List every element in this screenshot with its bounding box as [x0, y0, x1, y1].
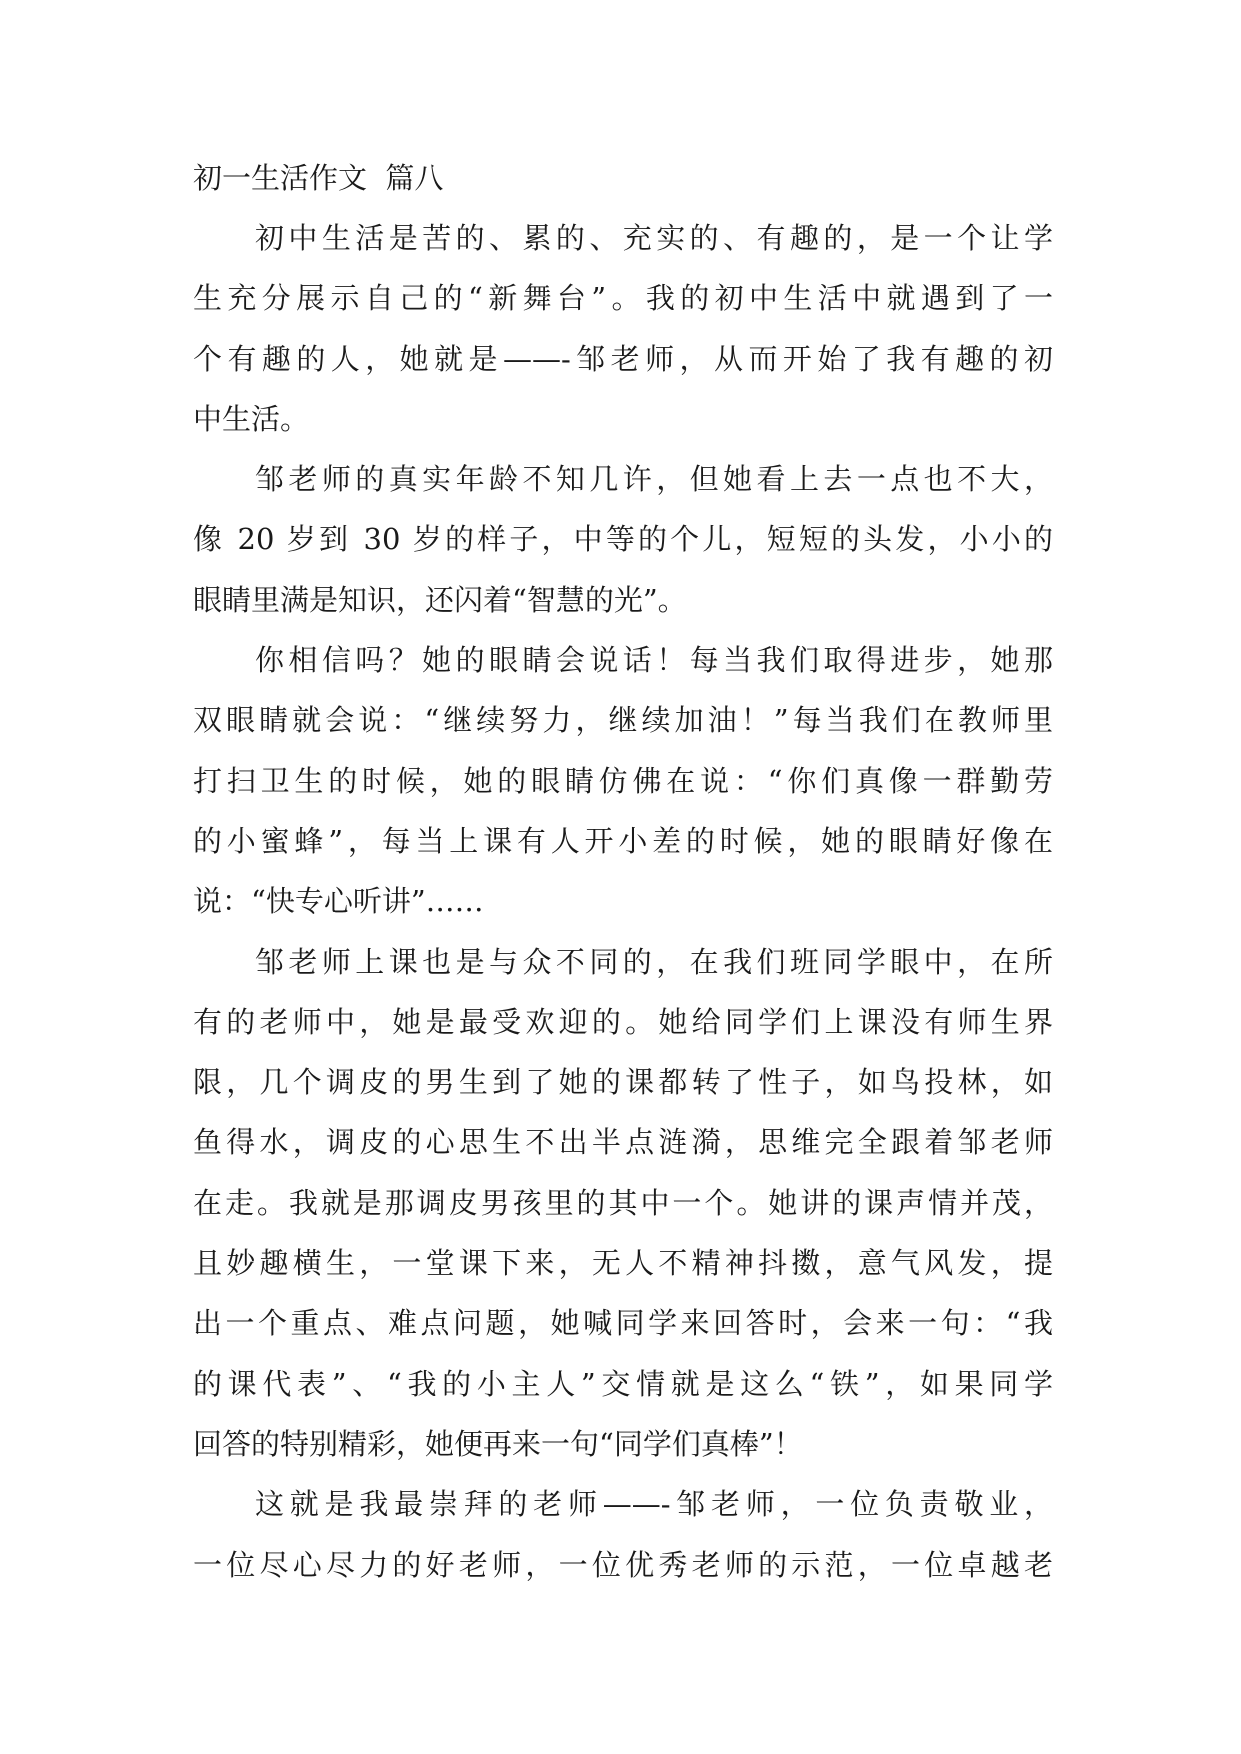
- text-line: 在走。我就是那调皮男孩里的其中一个。她讲的课声情并茂，: [193, 1185, 1053, 1220]
- text-line: 说：“快专心听讲”……: [193, 884, 484, 919]
- text-line: 邹老师上课也是与众不同的，在我们班同学眼中，在所: [255, 944, 1053, 979]
- text-line: 邹老师的真实年龄不知几许，但她看上去一点也不大，: [255, 462, 1053, 497]
- paragraph: [193, 630, 1053, 931]
- document-title: 初一生活作文 篇八: [193, 161, 444, 195]
- text-line: 个有趣的人，她就是——-邹老师，从而开始了我有趣的初: [193, 341, 1053, 376]
- paragraph: [193, 932, 1053, 1475]
- paragraph: [193, 1474, 1053, 1595]
- text-line: 出一个重点、难点问题，她喊同学来回答时，会来一句：“我: [193, 1306, 1053, 1341]
- text-line: 回答的特别精彩，她便再来一句“同学们真棒”！: [193, 1426, 803, 1461]
- text-line: 初中生活是苦的、累的、充实的、有趣的，是一个让学: [255, 221, 1053, 255]
- text-line: 眼睛里满是知识，还闪着“智慧的光”。: [193, 582, 687, 617]
- text-line: 双眼睛就会说：“继续努力，继续加油！”每当我们在教师里: [193, 703, 1053, 738]
- text-line: 打扫卫生的时候，她的眼睛仿佛在说：“你们真像一群勤劳: [193, 763, 1053, 798]
- text-line: 有的老师中，她是最受欢迎的。她给同学们上课没有师生界: [193, 1004, 1053, 1039]
- paragraph: [193, 208, 1053, 449]
- document-page: [193, 148, 1053, 1595]
- text-line: 中生活。: [193, 401, 310, 436]
- text-line: 的课代表”、“我的小主人”交情就是这么“铁”，如果同学: [193, 1366, 1053, 1401]
- text-line: 且妙趣横生，一堂课下来，无人不精神抖擞，意气风发，提: [193, 1246, 1053, 1281]
- text-line: 像 20 岁到 30 岁的样子，中等的个儿，短短的头发，小小的: [193, 522, 1053, 557]
- text-line: 你相信吗？她的眼睛会说话！每当我们取得进步，她那: [255, 643, 1053, 678]
- text-line: 这就是我最崇拜的老师——-邹老师，一位负责敬业，: [255, 1487, 1053, 1522]
- text-line: 一位尽心尽力的好老师，一位优秀老师的示范，一位卓越老: [193, 1547, 1053, 1582]
- text-line: 的小蜜蜂”，每当上课有人开小差的时候，她的眼睛好像在: [193, 823, 1053, 858]
- text-line: 生充分展示自己的“新舞台”。我的初中生活中就遇到了一: [193, 281, 1053, 316]
- text-line: 鱼得水，调皮的心思生不出半点涟漪，思维完全跟着邹老师: [193, 1125, 1053, 1160]
- paragraph: [193, 449, 1053, 630]
- text-line: 限，几个调皮的男生到了她的课都转了性子，如鸟投林，如: [193, 1065, 1053, 1100]
